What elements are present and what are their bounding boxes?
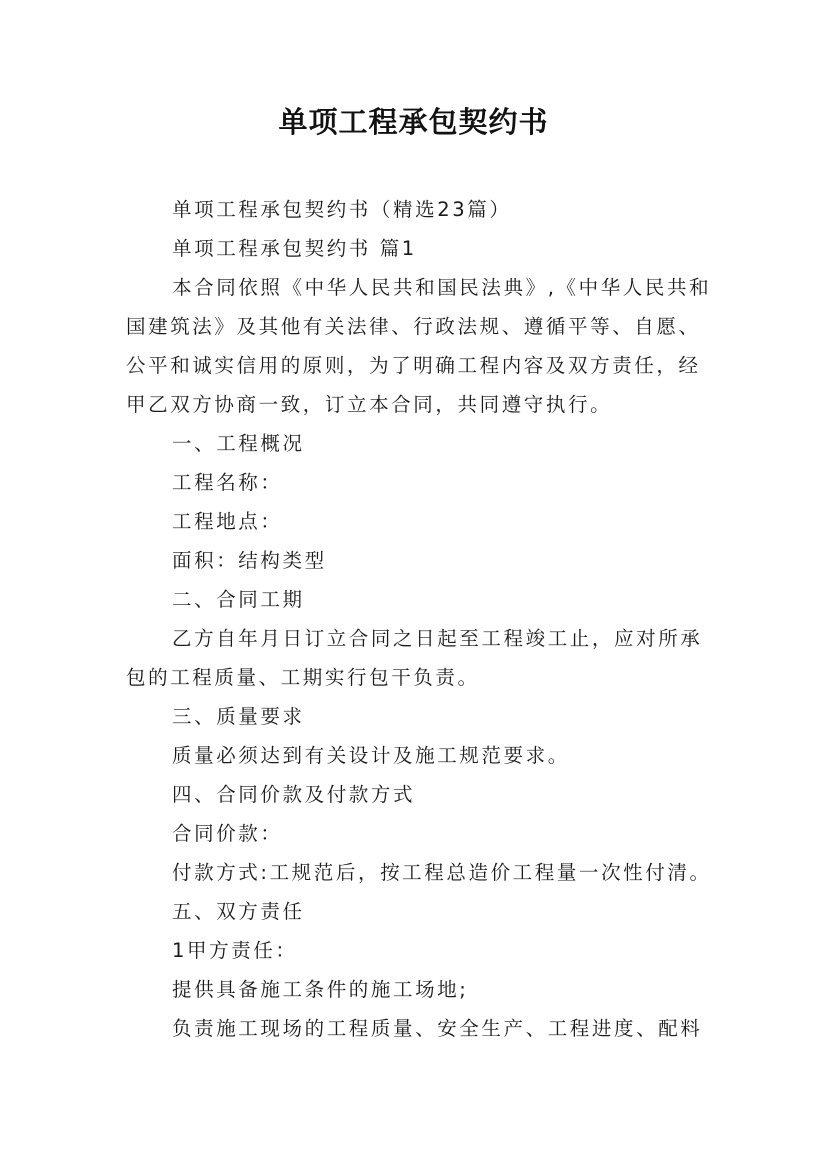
- field-line: 合同价款：: [172, 822, 283, 845]
- paragraph-line: 质量必须达到有关设计及施工规范要求。: [172, 744, 570, 767]
- document-title: 单项工程承包契约书: [278, 105, 549, 139]
- paragraph-line: 本合同依照《中华人民共和国民法典》,《中华人民共和: [172, 276, 712, 299]
- paragraph-line: 乙方自年月日订立合同之日起至工程竣工止，应对所承: [172, 627, 703, 650]
- paragraph-line: 甲乙双方协商一致，订立本合同，共同遵守执行。: [126, 393, 613, 416]
- section-heading-line: 单项工程承包契约书 篇1: [172, 237, 417, 260]
- section-heading-line: 三、质量要求: [172, 705, 305, 728]
- field-line: 工程名称：: [172, 471, 283, 494]
- paragraph-line: 国建筑法》及其他有关法律、行政法规、遵循平等、自愿、: [126, 315, 701, 338]
- field-line: 面积：结构类型: [172, 549, 327, 572]
- section-heading-line: 一、工程概况: [172, 432, 305, 455]
- section-heading-line: 二、合同工期: [172, 588, 305, 611]
- section-heading-line: 四、合同价款及付款方式: [172, 783, 416, 806]
- paragraph-line: 付款方式:工规范后，按工程总造价工程量一次性付清。: [172, 861, 712, 884]
- paragraph-line: 提供具备施工条件的施工场地;: [172, 978, 469, 1001]
- field-line: 工程地点：: [172, 510, 283, 533]
- paragraph-line: 负责施工现场的工程质量、安全生产、工程进度、配料: [172, 1017, 703, 1040]
- subsection-heading-line: 1甲方责任：: [172, 939, 298, 962]
- paragraph-line: 公平和诚实信用的原则，为了明确工程内容及双方责任，经: [126, 354, 701, 377]
- subtitle-line: 单项工程承包契约书（精选23篇）: [172, 198, 512, 221]
- paragraph-line: 包的工程质量、工期实行包干负责。: [126, 666, 480, 689]
- section-heading-line: 五、双方责任: [172, 900, 305, 923]
